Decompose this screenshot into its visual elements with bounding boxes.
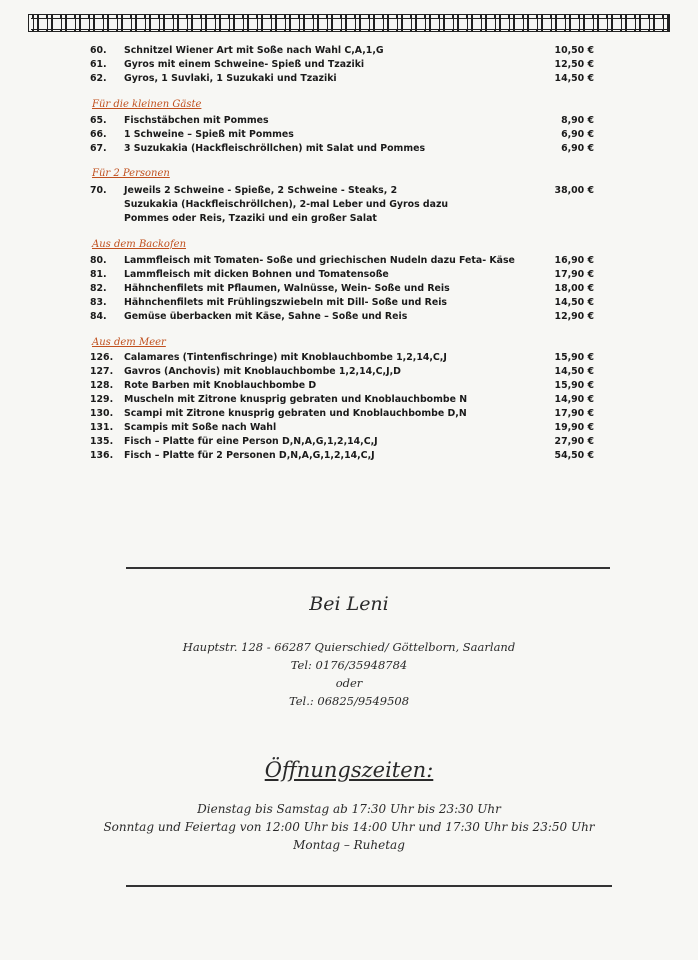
item-number: 127.: [90, 366, 114, 377]
item-number: 83.: [90, 297, 107, 308]
section-title-kids: Für die kleinen Gäste: [92, 99, 202, 110]
item-price: 6,90 €: [561, 129, 594, 140]
item-number: 84.: [90, 311, 107, 322]
item-price: 19,90 €: [554, 422, 594, 433]
item-price: 15,90 €: [554, 352, 594, 363]
hours-line-2: Sonntag und Feiertag von 12:00 Uhr bis 14:00 Uhr und 17:30 Uhr bis 23:50 Uhr: [103, 820, 595, 834]
item-name: 1 Schweine – Spieß mit Pommes: [124, 129, 294, 140]
item-number: 81.: [90, 269, 107, 280]
item-name: Scampis mit Soße nach Wahl: [124, 422, 277, 433]
item-name: Gyros mit einem Schweine- Spieß und Tzaziki: [124, 59, 365, 70]
item-name: Scampi mit Zitrone knusprig gebraten und Knoblauchbombe D,N: [124, 408, 467, 419]
divider-top: [126, 567, 610, 569]
item-number: 129.: [90, 394, 114, 405]
item-name: Muscheln mit Zitrone knusprig gebraten und Knoblauchbombe N: [124, 394, 468, 405]
item-price: 10,50 €: [554, 45, 594, 56]
item-price: 27,90 €: [554, 436, 594, 447]
item-number: 130.: [90, 408, 114, 419]
restaurant-name: Bei Leni: [309, 593, 389, 615]
item-number: 67.: [90, 143, 107, 154]
address: Hauptstr. 128 - 66287 Quierschied/ Göttelborn, Saarland: [182, 640, 516, 654]
item-number: 126.: [90, 352, 114, 363]
phone-1: Tel: 0176/35948784: [290, 658, 408, 672]
item-price: 17,90 €: [554, 408, 594, 419]
phone-or: oder: [335, 676, 363, 690]
item-name: Lammfleisch mit Tomaten- Soße und griechischen Nudeln dazu Feta- Käse: [124, 255, 515, 266]
item-name: Fisch – Platte für eine Person D,N,A,G,1,2,14,C,J: [124, 436, 378, 447]
item-price: 14,50 €: [554, 297, 594, 308]
item-name: Hähnchenfilets mit Pflaumen, Walnüsse, Wein- Soße und Reis: [124, 283, 450, 294]
item-number: 65.: [90, 115, 107, 126]
item-price: 14,90 €: [554, 394, 594, 405]
item-name: Rote Barben mit Knoblauchbombe D: [124, 380, 317, 391]
divider-bottom: [126, 885, 612, 887]
item-price: 14,50 €: [554, 366, 594, 377]
item-name: Gemüse überbacken mit Käse, Sahne – Soße und Reis: [124, 311, 408, 322]
item-number: 61.: [90, 59, 107, 70]
item-name: Hähnchenfilets mit Frühlingszwiebeln mit Dill- Soße und Reis: [124, 297, 447, 308]
item-price: 12,50 €: [554, 59, 594, 70]
item-number: 136.: [90, 450, 114, 461]
item-number: 82.: [90, 283, 107, 294]
item-name: Schnitzel Wiener Art mit Soße nach Wahl C,A,1,G: [124, 45, 384, 56]
item-price: 17,90 €: [554, 269, 594, 280]
item-price: 18,00 €: [554, 283, 594, 294]
section-title-sea: Aus dem Meer: [92, 337, 166, 348]
item-name: 3 Suzukakia (Hackfleischröllchen) mit Salat und Pommes: [124, 143, 426, 154]
item-price: 6,90 €: [561, 143, 594, 154]
item-number: 70.: [90, 185, 107, 196]
phone-2: Tel.: 06825/9549508: [288, 694, 410, 708]
item-price: 15,90 €: [554, 380, 594, 391]
opening-hours-title: Öffnungszeiten:: [264, 758, 434, 782]
item-name: Fischstäbchen mit Pommes: [124, 115, 269, 126]
item-price: 8,90 €: [561, 115, 594, 126]
section-title-two-persons: Für 2 Personen: [92, 168, 170, 179]
item-number: 135.: [90, 436, 114, 447]
item-price: 14,50 €: [554, 73, 594, 84]
section-title-oven: Aus dem Backofen: [92, 239, 187, 250]
item-price: 38,00 €: [554, 185, 594, 196]
item-name: Gavros (Anchovis) mit Knoblauchbombe 1,2,14,C,J,D: [124, 366, 401, 377]
item-name: Jeweils 2 Schweine - Spieße, 2 Schweine - Steaks, 2 Suzukakia (Hackfleischröllchen), 2-mal Leber und Gyros dazu Pommes oder Reis, Tzaziki und ein großer Salat: [124, 185, 449, 224]
item-name: Gyros, 1 Suvlaki, 1 Suzukaki und Tzaziki: [124, 73, 337, 84]
item-number: 131.: [90, 422, 114, 433]
item-name: Lammfleisch mit dicken Bohnen und Tomatensoße: [124, 269, 389, 280]
item-name: Fisch – Platte für 2 Personen D,N,A,G,1,2,14,C,J: [124, 450, 375, 461]
hours-line-3: Montag – Ruhetag: [293, 838, 405, 852]
item-number: 80.: [90, 255, 107, 266]
item-number: 66.: [90, 129, 107, 140]
item-name: Calamares (Tintenfischringe) mit Knoblauchbombe 1,2,14,C,J: [124, 352, 447, 363]
greek-key-border: [28, 14, 670, 32]
item-price: 16,90 €: [554, 255, 594, 266]
item-number: 128.: [90, 380, 114, 391]
hours-line-1: Dienstag bis Samstag ab 17:30 Uhr bis 23:30 Uhr: [197, 802, 501, 816]
item-price: 12,90 €: [554, 311, 594, 322]
item-price: 54,50 €: [554, 450, 594, 461]
item-number: 62.: [90, 73, 107, 84]
item-number: 60.: [90, 45, 107, 56]
